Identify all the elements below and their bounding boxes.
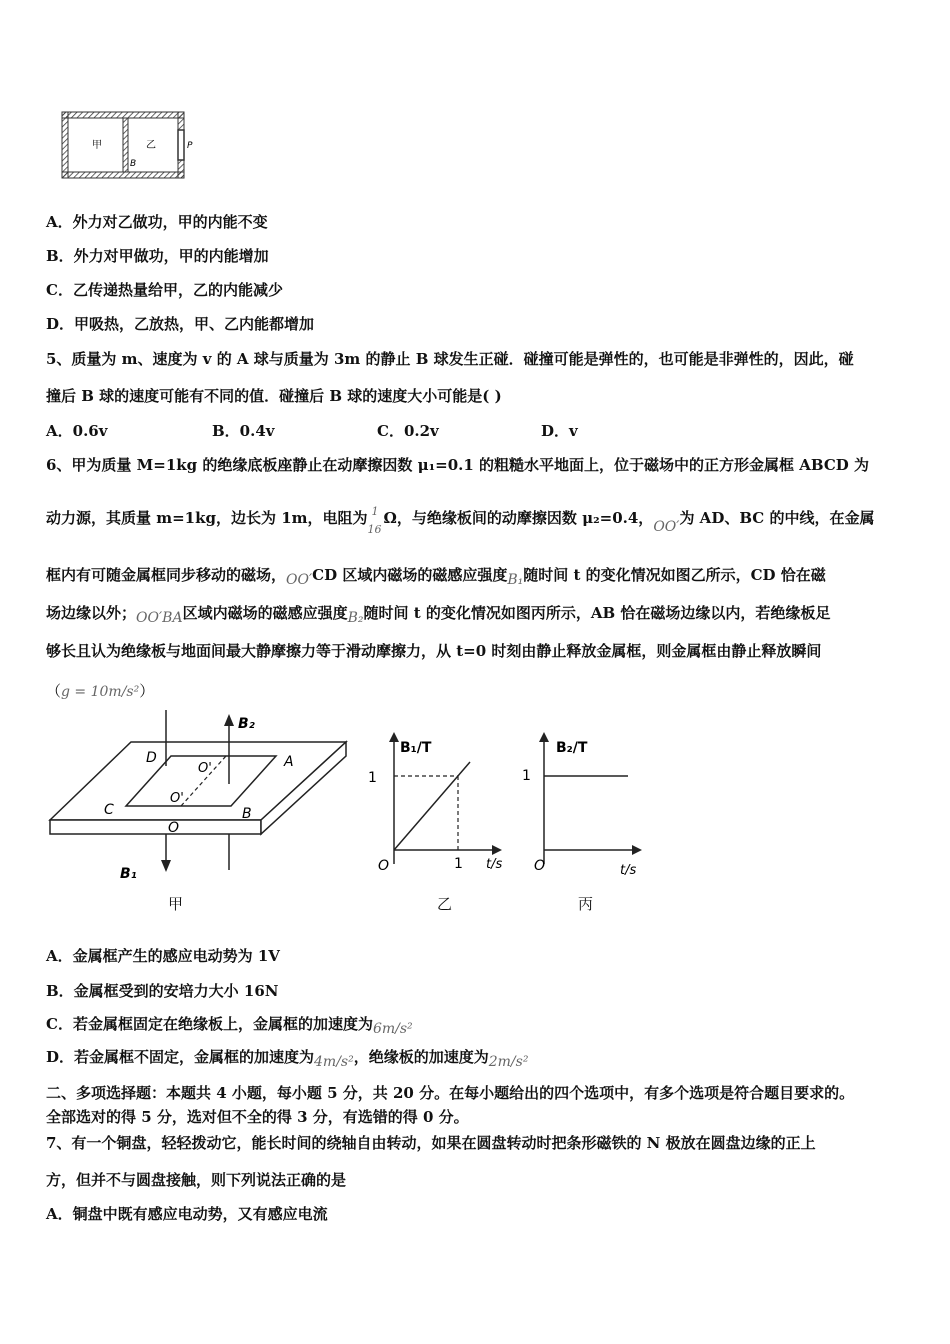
- q7-stem-line2: 方，但并不与圆盘接触，则下列说法正确的是: [46, 1171, 347, 1189]
- b2-symbol: B₂: [347, 610, 364, 626]
- yi-one-y: 1: [368, 770, 377, 786]
- section2-line2: 全部选对的得 5 分，选对但不全的得 3 分，有选错的得 0 分。: [46, 1108, 469, 1126]
- label-b1: B₁: [120, 866, 137, 882]
- fraction-denominator: 16: [367, 523, 382, 536]
- q6-stem-line5: 够长且认为绝缘板与地面间最大静摩擦力等于滑动摩擦力，从 t=0 时刻由静止释放金属框，则金属框由静止释放瞬间: [46, 642, 822, 660]
- partition-b-label: B: [130, 159, 137, 169]
- q6-stem-line2: [46, 505, 875, 536]
- q7-option-a: A．铜盘中既有感应电动势，又有感应电流: [46, 1205, 328, 1223]
- bing-y-arrow: [539, 732, 549, 742]
- yi-x-label: t/s: [486, 857, 503, 872]
- yi-x-arrow: [492, 845, 502, 855]
- yi-y-arrow: [389, 732, 399, 742]
- label-o-prime-2: O': [170, 791, 184, 806]
- caption-yi: 乙: [437, 895, 453, 913]
- yi-b1-line: [394, 762, 470, 850]
- figure-jia: [46, 710, 356, 885]
- q6-line3-b: CD 区域内磁场的磁感应强度: [312, 566, 508, 584]
- b2-arrow-head: [224, 714, 234, 726]
- q6-stem-line1: 6、甲为质量 M=1kg 的绝缘底板座静止在动摩擦因数 μ₁=0.1 的粗糙水平地面上，位于磁场中的正方形金属框 ABCD 为: [46, 456, 870, 474]
- label-b: B: [242, 806, 252, 822]
- q6-option-d-unit2: 2m/s²: [488, 1054, 529, 1070]
- board-front: [50, 820, 261, 834]
- q4-option-b: B．外力对甲做功，甲的内能增加: [46, 247, 269, 265]
- label-b2: B₂: [238, 716, 255, 732]
- q4-option-c: C．乙传递热量给甲，乙的内能减少: [46, 281, 283, 299]
- resistance-fraction: [367, 505, 384, 536]
- chamber-yi-label: 乙: [146, 140, 156, 151]
- q7-stem-line1: 7、有一个铜盘，轻轻拨动它，能长时间的绕轴自由转动，如果在圆盘转动时把条形磁铁的 N 极放在圆盘边缘的正上: [46, 1134, 816, 1152]
- q6-line4-b: 区域内磁场的磁感应强度: [182, 604, 348, 622]
- figure-yi: [360, 730, 510, 880]
- q6-option-c-unit: 6m/s²: [372, 1021, 413, 1037]
- q6-line4-a: 场边缘以外；: [46, 604, 137, 622]
- bing-y-label: B₂/T: [556, 740, 588, 756]
- b1-symbol: B₁: [507, 572, 524, 588]
- q6-stem-line3: [46, 564, 826, 588]
- label-c: C: [104, 802, 114, 818]
- q6-option-b: B．金属框受到的安培力大小 16N: [46, 982, 279, 1000]
- q6-line3-c: 随时间 t 的变化情况如图乙所示，CD 恰在磁: [523, 566, 826, 584]
- q6-option-a: A．金属框产生的感应电动势为 1V: [46, 947, 280, 965]
- yi-y-label: B₁/T: [400, 740, 432, 756]
- oo-prime-symbol: OO′: [653, 519, 680, 535]
- label-d: D: [146, 750, 157, 766]
- section2-line1: 二、多项选择题：本题共 4 小题，每小题 5 分，共 20 分。在每小题给出的四个选项中，有多个选项是符合题目要求的。: [46, 1084, 855, 1102]
- bing-origin: O: [534, 858, 546, 874]
- q6-option-d-text: D．若金属框不固定，金属框的加速度为: [46, 1048, 315, 1066]
- q6-stem-line6: （g = 10m/s²）: [46, 682, 155, 700]
- q4-option-d: D．甲吸热，乙放热，甲、乙内能都增加: [46, 315, 315, 333]
- label-o: O: [168, 820, 180, 836]
- label-a: A: [284, 754, 294, 770]
- b1-arrow-head: [161, 860, 171, 872]
- q6-option-c: [46, 1013, 413, 1037]
- q5-stem-line1: 5、质量为 m、速度为 v 的 A 球与质量为 3m 的静止 B 球发生正碰．碰撞可能是弹性的，也可能是非弹性的，因此，碰: [46, 350, 854, 368]
- caption-jia: 甲: [168, 895, 184, 913]
- q6-line2-b: Ω，与绝缘板间的动摩擦因数 μ₂=0.4，: [383, 509, 654, 527]
- q6-line3-a: 框内有可随金属框同步移动的磁场，: [46, 566, 287, 584]
- chamber-jia-label: 甲: [92, 140, 102, 151]
- piston-p-label: P: [187, 141, 193, 151]
- q5-option-a: A．0.6v: [46, 422, 108, 440]
- bing-one: 1: [522, 768, 531, 784]
- q6-line4-c: 随时间 t 的变化情况如图丙所示，AB 恰在磁场边缘以内，若绝缘板足: [363, 604, 831, 622]
- q6-option-d: [46, 1046, 529, 1070]
- gravity-value: g = 10m/s²: [61, 684, 140, 700]
- label-o-prime-1: O': [198, 761, 212, 776]
- oo-prime-ba-symbol: OO′BA: [136, 610, 183, 626]
- q6-line2-c: 为 AD、BC 的中线，在金属: [679, 509, 875, 527]
- yi-origin: O: [378, 858, 390, 874]
- q5-stem-line2: 撞后 B 球的速度可能有不同的值．碰撞后 B 球的速度大小可能是( ): [46, 387, 502, 405]
- q5-option-b: B．0.4v: [212, 422, 275, 440]
- bing-x-arrow: [632, 845, 642, 855]
- yi-one-x: 1: [454, 856, 463, 872]
- figure-bing: [510, 730, 650, 880]
- chamber-figure: [58, 108, 208, 183]
- q4-option-a: A．外力对乙做功，甲的内能不变: [46, 213, 268, 231]
- q5-option-c: C．0.2v: [377, 422, 439, 440]
- bing-x-label: t/s: [620, 863, 637, 878]
- fraction-numerator: 1: [371, 505, 379, 518]
- q6-option-d-unit: 4m/s²: [314, 1054, 354, 1070]
- caption-bing: 丙: [578, 895, 594, 913]
- q6-line2-a: 动力源，其质量 m=1kg，边长为 1m，电阻为: [46, 509, 368, 527]
- oo-prime-symbol-2: OO′: [286, 572, 313, 588]
- q6-option-d-text2: ，绝缘板的加速度为: [353, 1048, 489, 1066]
- board-top: [50, 742, 346, 820]
- q5-option-d: D．v: [541, 422, 578, 440]
- q6-option-c-text: C．若金属框固定在绝缘板上，金属框的加速度为: [46, 1015, 373, 1033]
- q6-stem-line4: [46, 602, 831, 626]
